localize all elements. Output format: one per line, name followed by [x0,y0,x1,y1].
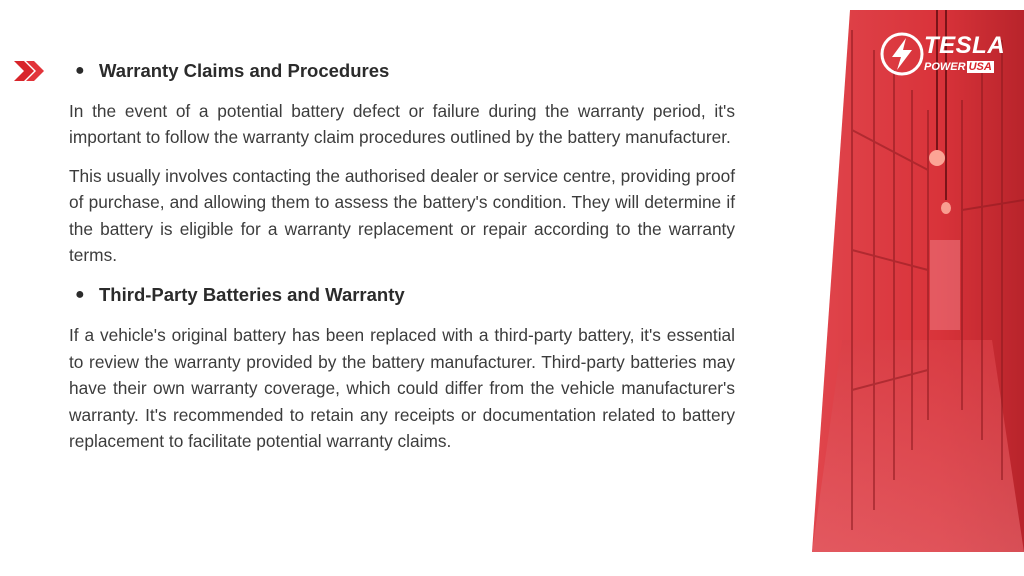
paragraph: This usually involves contacting the authorised dealer or service centre, providing proof of purchase, and allowing them to assess the battery's condition. They will determine if the battery is eligible for a warranty replacement or repair according to the warranty terms. [69,165,735,266]
heading-text: Third-Party Batteries and Warranty [99,284,405,306]
brand-sub-tag: USA [968,61,992,73]
corridor-image [812,10,1024,552]
slide-content [69,58,735,466]
heading-text: Warranty Claims and Procedures [99,60,390,81]
chevron-right-icon [12,60,46,82]
paragraph: In the event of a potential battery defect or failure during the warranty period, it's important to follow the warranty claim procedures outlined by the battery manufacturer. [69,101,735,148]
brand-logo [880,32,1006,80]
brand-sub-text: POWER [924,61,966,73]
bullet-icon: ● [75,286,85,304]
brand-subtitle [924,60,994,74]
section-heading [69,282,735,308]
bullet-icon: ● [75,62,85,79]
lightning-bolt-icon [880,32,924,76]
paragraph: If a vehicle's original battery has been replaced with a third-party battery, it's essential to review the warranty provided by the battery manufacturer. Third-party batteries may have their own warranty coverage, which could differ from the vehicle manufacturer's warranty. It's recommended to retain any receipts or documentation related to battery replacement to facilitate potential warranty claims. [69,325,735,452]
section-heading [69,58,735,84]
brand-name: TESLA [924,32,1006,59]
